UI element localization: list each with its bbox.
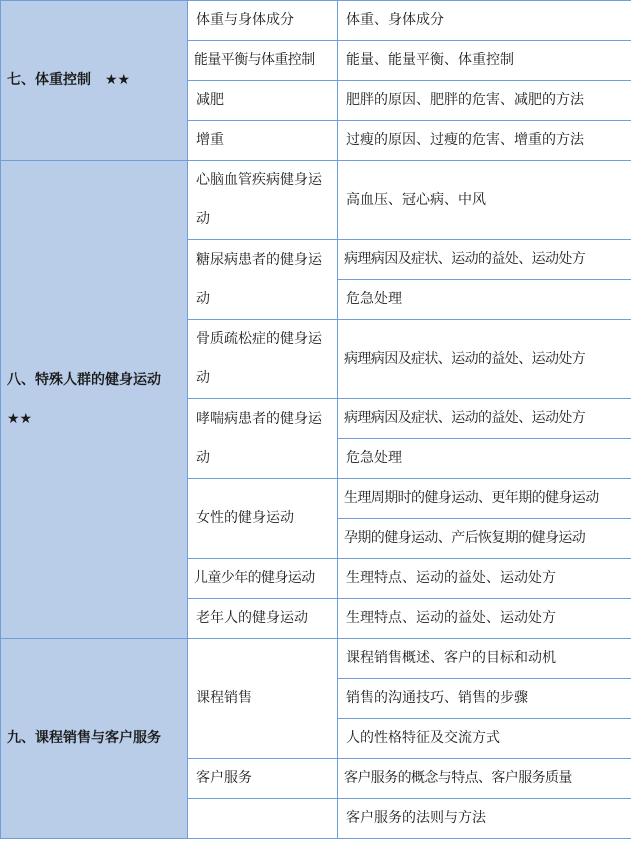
content-cell: 病理病因及症状、运动的益处、运动处方 — [338, 399, 631, 439]
subtopic-cell: 增重 — [188, 121, 338, 161]
subtopic-cell: 心脑血管疾病健身运动 — [188, 161, 338, 240]
content-cell: 病理病因及症状、运动的益处、运动处方 — [338, 320, 631, 399]
content-cell: 销售的沟通技巧、销售的步骤 — [338, 679, 631, 719]
subtopic-cell: 糖尿病患者的健身运动 — [188, 240, 338, 320]
content-cell: 生理周期时的健身运动、更年期的健身运动 — [338, 479, 631, 519]
subtopic-cell: 体重与身体成分 — [188, 1, 338, 41]
subtopic-cell: 能量平衡与体重控制 — [188, 41, 338, 81]
content-cell: 课程销售概述、客户的目标和动机 — [338, 639, 631, 679]
content-cell: 生理特点、运动的益处、运动处方 — [338, 559, 631, 599]
subtopic-cell: 哮喘病患者的健身运动 — [188, 399, 338, 479]
subtopic-cell: 老年人的健身运动 — [188, 599, 338, 639]
subtopic-cell: 骨质疏松症的健身运动 — [188, 320, 338, 399]
table-row — [1, 639, 631, 679]
subtopic-cell: 儿童少年的健身运动 — [188, 559, 338, 599]
subtopic-cell: 减肥 — [188, 81, 338, 121]
content-cell: 病理病因及症状、运动的益处、运动处方 — [338, 240, 631, 280]
content-cell: 能量、能量平衡、体重控制 — [338, 41, 631, 81]
content-cell: 客户服务的法则与方法 — [338, 799, 631, 839]
content-cell: 危急处理 — [338, 439, 631, 479]
content-cell: 高血压、冠心病、中风 — [338, 161, 631, 240]
subtopic-cell: 客户服务 — [188, 759, 338, 799]
content-cell: 生理特点、运动的益处、运动处方 — [338, 599, 631, 639]
section-title: 九、课程销售与客户服务 — [1, 639, 188, 839]
content-cell: 体重、身体成分 — [338, 1, 631, 41]
section-title: 八、特殊人群的健身运动★★ — [1, 161, 188, 639]
content-cell: 人的性格特征及交流方式 — [338, 719, 631, 759]
subtopic-cell: 课程销售 — [188, 639, 338, 759]
content-cell: 客户服务的概念与特点、客户服务质量 — [338, 759, 631, 799]
subtopic-cell — [188, 799, 338, 839]
table-row — [1, 161, 631, 201]
section-title: 七、体重控制 ★★ — [1, 1, 188, 161]
content-cell: 危急处理 — [338, 280, 631, 320]
content-cell: 孕期的健身运动、产后恢复期的健身运动 — [338, 519, 631, 559]
table-row — [1, 1, 631, 41]
content-cell: 过瘦的原因、过瘦的危害、增重的方法 — [338, 121, 631, 161]
content-cell: 肥胖的原因、肥胖的危害、减肥的方法 — [338, 81, 631, 121]
subtopic-cell: 女性的健身运动 — [188, 479, 338, 559]
